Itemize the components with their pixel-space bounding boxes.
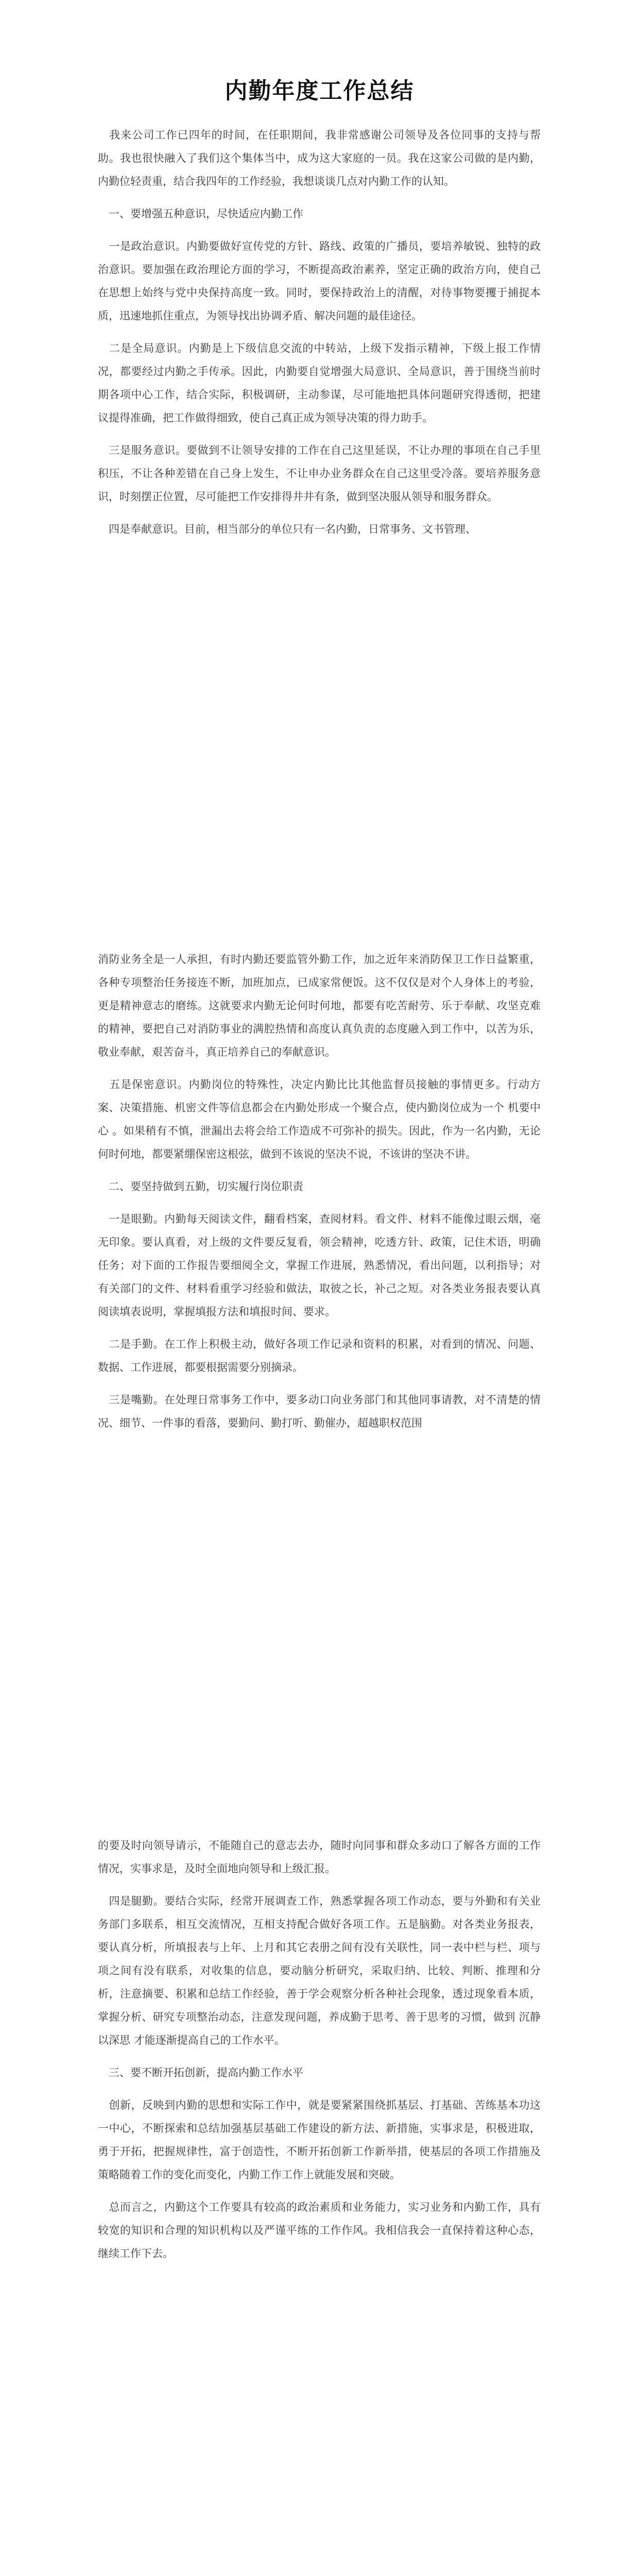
paragraph-conclusion: 总而言之，内勤这个工作要具有较高的政治素质和业务能力，实习业务和内勤工作，具有较宽的知识和合理的知识机构以及严谨平练的工作作风。我相信我会一直保持着这种心态，继续工作下去。 xyxy=(98,2201,541,2260)
page-1 xyxy=(0,0,639,948)
paragraph-legs-brain: 四是腿勤。要结合实际，经常开展调查工作，熟悉掌握各项工作动态，要与外勤和有关业务部门多联系，相互交流情况，互相支持配合做好各项工作。五是脑勤。对各类业务报表，要认真分析，所填报表与上年、上月和其它表册之间有没有关联性，同一表中栏与栏、项与项之间有没有联系，对收集的信息，要动脑分析研究，采取归纳、比较、判断、推理和分析，注意摘要、积累和总结工作经验，善于学会观察分析各种社会现象，透过现象看本质，掌握分析、研究专项整治动态，注意发现问题，养成勤于思考、善于思考的习惯，做到 沉静以深思 才能逐渐提高自己的工作水平。 xyxy=(98,1895,541,2046)
page-2 xyxy=(0,948,639,1834)
paragraph-confidentiality: 五是保密意识。内勤岗位的特殊性，决定内勤比比其他监督员接触的事情更多。行动方案、决策措施、机密文件等信息都会在内勤处形成一个聚合点，使内勤岗位成为一个 机要中心 。如果稍有不慎，泄漏出去将会给工作造成不可弥补的损失。因此，作为一名内勤，无论何时何地，都要紧绷保密这根弦，做到不该说的坚决不说，不该讲的坚决不讲。 xyxy=(98,1078,541,1160)
page-2-content xyxy=(98,948,541,1444)
paragraph-political: 一是政治意识。内勤要做好宣传党的方针、路线、政策的广播员，要培养敏锐、独特的政治意识。要加强在政治理论方面的学习，不断提高政治素养，坚定正确的政治方向，使自己在思想上始终与党中央保持高度一致。同时，要保持政治上的清醒，对待事物要攫于捕捉本质，迅速地抓住重点，为领导找出协调矛盾、解决问题的最佳途径。 xyxy=(98,240,541,322)
section-heading-2: 二、要坚持做到五勤，切实履行岗位职责 xyxy=(98,1180,303,1193)
paragraph-innovation: 创新，反映到内勤的思想和实际工作中，就是要紧紧围绕抓基层、打基础、苦练基本功这一中心，不断探索和总结加强基层基础工作建设的新方法、新措施，实事求是，积极进取，勇于开拓，把握规律性，富于创造性，不断开拓创新工作新举措，使基层的各项工作措施及策略随着工作的变化而变化，内勤工作工作上就能发展和突破。 xyxy=(98,2099,541,2181)
paragraph-service: 三是服务意识。要做到不让领导安排的工作在自己这里延误，不让办理的事项在自己手里积压，不让各种差错在自己身上发生，不让申办业务群众在自己这里受冷落。要培养服务意识，时刻摆正位置，尽可能把工作安排得井井有条，做到坚决服从领导和服务群众。 xyxy=(98,444,541,503)
page-3-content xyxy=(98,1834,541,2275)
section-heading-3: 三、要不断开拓创新，提高内勤工作水平 xyxy=(98,2066,303,2079)
paragraph-overall: 二是全局意识。内勤是上下级信息交流的中转站，上级下发指示精神，下级上报工作情况，都要经过内勤之手传承。因此，内勤要自觉增强大局意识、全局意识，善于围绕当前时期各项中心工作，结合实际，积极调研，主动参谋，尽可能地把具体问题研究得透彻，把建议提得准确，把工作做得细致，使自己真正成为领导决策的得力助手。 xyxy=(98,342,541,424)
section-heading-1: 一、要增强五种意识，尽快适应内勤工作 xyxy=(98,208,303,220)
paragraph-fire-business: 消防业务全是一人承担，有时内勤还要监管外勤工作，加之近年来消防保卫工作日益繁重，各种专项整治任务接连不断，加班加点，已成家常便饭。这不仅仅是对个人身体上的考验，更是精神意志的磨练。这就要求内勤无论何时何地，都要有吃苦耐劳、乐于奉献、攻坚克难的精神，要把自己对消防事业的满腔热情和高度认真负责的态度融入到工作中，以苦为乐，敬业奉献，艰苦奋斗，真正培养自己的奉献意识。 xyxy=(98,953,541,1058)
paragraph-report: 的要及时向领导请示，不能随自己的意志去办，随时向同事和群众多动口了解各方面的工作情况，实事求是，及时全面地向领导和上级汇报。 xyxy=(98,1839,541,1875)
paragraph-intro: 我来公司工作已四年的时间，在任职期间，我非常感谢公司领导及各位同事的支持与帮助。我也很快融入了我们这个集体当中，成为这大家庭的一员。我在这家公司做的是内勤，内勤位轻责重，结合我四年的工作经验，我想谈谈几点对内勤工作的认知。 xyxy=(98,129,541,188)
document-title: 内勤年度工作总结 xyxy=(224,78,415,104)
page-1-content xyxy=(98,124,541,550)
paragraph-eyes: 一是眼勤。内勤每天阅读文件，翻看档案，查阅材料。看文件、材料不能像过眼云烟，毫无印象。要认真看，对上级的文件要反复看，领会精神，吃透方针、政策，记住术语，明确任务；对下面的工作报告要细阅全文，掌握工作进展，熟悉情况，看出问题，以利指导；对有关部门的文件、材料看重学习经验和做法，取彼之长，补己之短。对各类业务报表要认真阅读填表说明，掌握填报方法和填报时间、要求。 xyxy=(98,1213,541,1318)
page-3 xyxy=(0,1834,639,2576)
paragraph-hands: 二是手勤。在工作上积极主动，做好各项工作记录和资料的积累，对看到的情况、问题、数据、工作进展，都要根据需要分别摘录。 xyxy=(98,1338,541,1374)
paragraph-dedication: 四是奉献意识。目前，相当部分的单位只有一名内勤，日常事务、文书管理、 xyxy=(98,523,476,535)
paragraph-mouth: 三是嘴勤。在处理日常事务工作中，要多动口向业务部门和其他同事请教，对不清楚的情况、细节、一件事的看落，要勤问、勤打听、勤催办，超越职权范围 xyxy=(98,1394,541,1429)
